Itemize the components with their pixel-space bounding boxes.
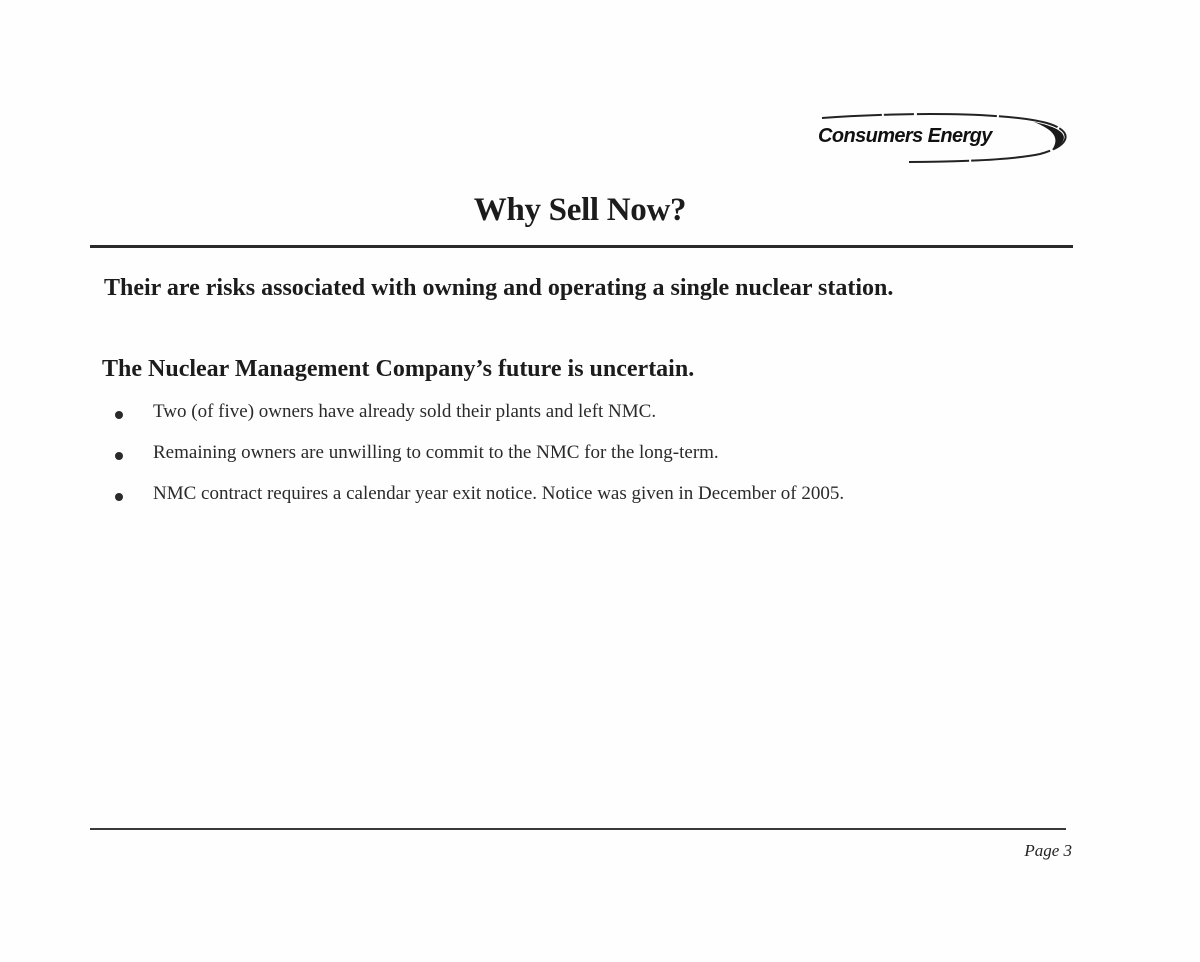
footer-divider	[90, 828, 1066, 830]
bullet-icon	[115, 493, 123, 501]
bullet-icon	[115, 452, 123, 460]
bullet-icon	[115, 411, 123, 419]
risk-statement: Their are risks associated with owning and operating a single nuclear station.	[104, 275, 894, 301]
logo-text: Consumers Energy	[818, 125, 992, 147]
bullet-text: Remaining owners are unwilling to commit to the NMC for the long-term.	[153, 442, 719, 463]
section-heading: The Nuclear Management Company’s future is uncertain.	[102, 356, 695, 382]
bullet-text: NMC contract requires a calendar year exit notice. Notice was given in December of 2005.	[153, 483, 845, 504]
page-number: Page 3	[1024, 841, 1072, 860]
consumers-energy-logo	[812, 108, 1074, 166]
page-title: Why Sell Now?	[473, 192, 687, 228]
title-divider	[90, 245, 1073, 248]
bullet-text: Two (of five) owners have already sold their plants and left NMC.	[153, 401, 657, 422]
